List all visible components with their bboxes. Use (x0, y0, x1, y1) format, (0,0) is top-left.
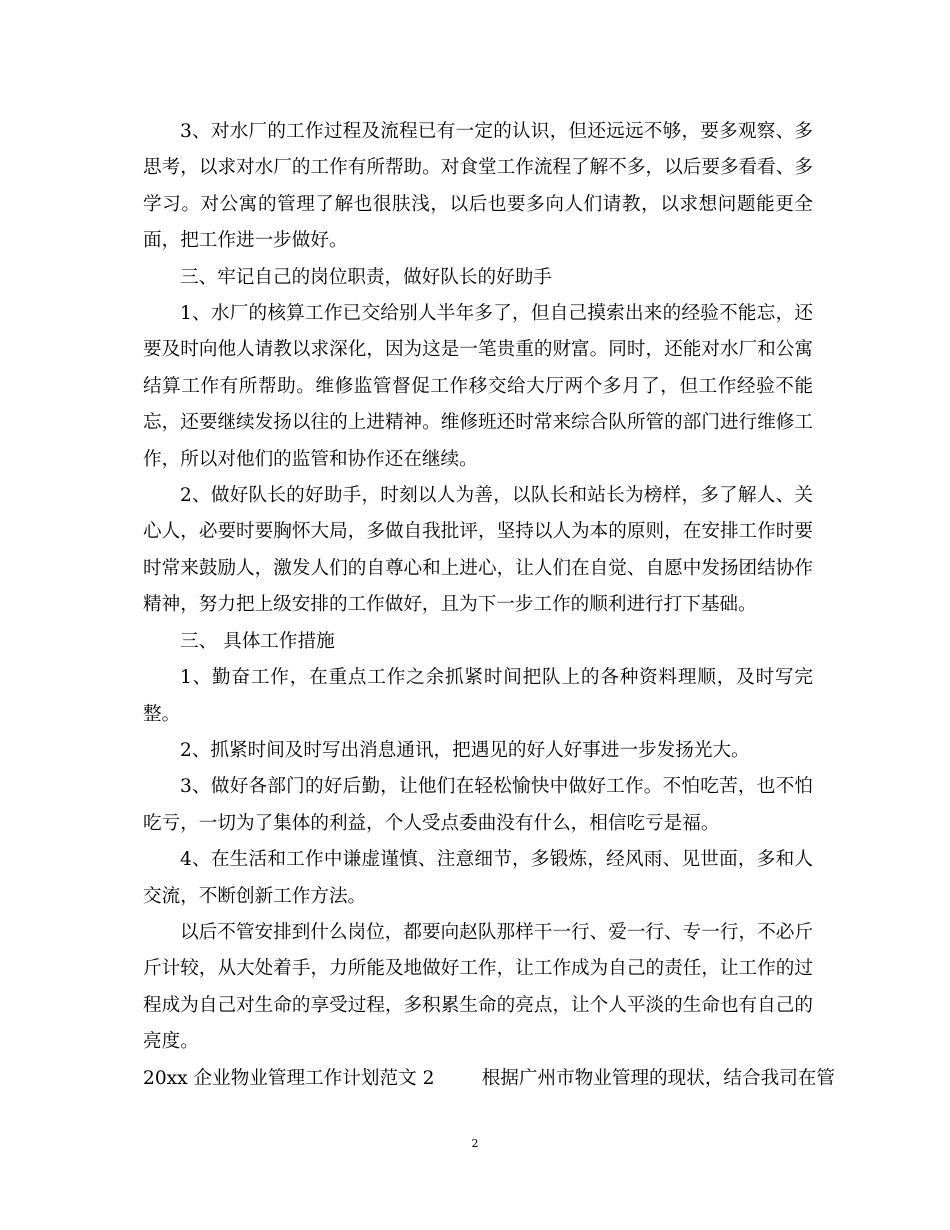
paragraph-item-2-assistant: 2、做好队长的好助手，时刻以人为善，以队长和站长为榜样，多了解人、关心人，必要时要胸怀大局，多做自我批评，坚持以人为本的原则，在安排工作时要时常来鼓励人，激发人们的自尊心和上进心，让人们在自觉、自愿中发扬团结协作精神，努力把上级安排的工作做好，且为下一步工作的顺利进行打下基础。 (143, 485, 813, 616)
paragraph-measure-1: 1、勤奋工作，在重点工作之余抓紧时间把队上的各种资料理顺，及时写完整。 (143, 667, 813, 725)
paragraph-measure-4: 4、在生活和工作中谦虚谨慎、注意细节，多锻炼，经风雨、见世面，多和人交流，不断创新工作方法。 (143, 849, 813, 907)
document-body (143, 114, 835, 1097)
section-heading-measures: 三、 具体工作措施 (180, 630, 335, 652)
paragraph-item-1-accounting: 1、水厂的核算工作已交给别人半年多了，但自己摸索出来的经验不能忘，还要及时向他人请教以求深化，因为这是一笔贵重的财富。同时，还能对水厂和公寓结算工作有所帮助。维修监管督促工作移交给大厅两个多月了，但工作经验不能忘，还要继续发扬以往的上进精神。维修班还时常来综合队所管的部门进行维修工作，所以对他们的监管和协作还在继续。 (143, 303, 813, 470)
paragraph-measure-2: 2、抓紧时间及时写出消息通讯，把遇见的好人好事进一步发扬光大。 (180, 739, 750, 761)
paragraph-conclusion: 以后不管安排到什么岗位，都要向赵队那样干一行、爱一行、专一行，不必斤斤计较，从大处着手，力所能及地做好工作，让工作成为自己的责任，让工作的过程成为自己对生命的享受过程，多积累生命的亮点，让个人平淡的生命也有自己的亮度。 (143, 921, 813, 1053)
page-number: 2 (471, 1137, 479, 1150)
next-section-title-line: 20xx 企业物业管理工作计划范文 2 根据广州市物业管理的现状，结合我司在管 (143, 1067, 835, 1089)
paragraph-measure-3: 3、做好各部门的好后勤，让他们在轻松愉快中做好工作。不怕吃苦，也不怕吃亏，一切为了集体的利益，个人受点委曲没有什么，相信吃亏是福。 (143, 776, 813, 834)
section-heading-duties: 三、牢记自己的岗位职责，做好队长的好助手 (180, 266, 552, 288)
paragraph-item-3-watershop: 3、对水厂的工作过程及流程已有一定的认识，但还远远不够，要多观察、多思考，以求对水厂的工作有所帮助。对食堂工作流程了解不多，以后要多看看、多学习。对公寓的管理了解也很肤浅，以后也要多向人们请教，以求想问题能更全面，把工作进一步做好。 (143, 121, 813, 252)
